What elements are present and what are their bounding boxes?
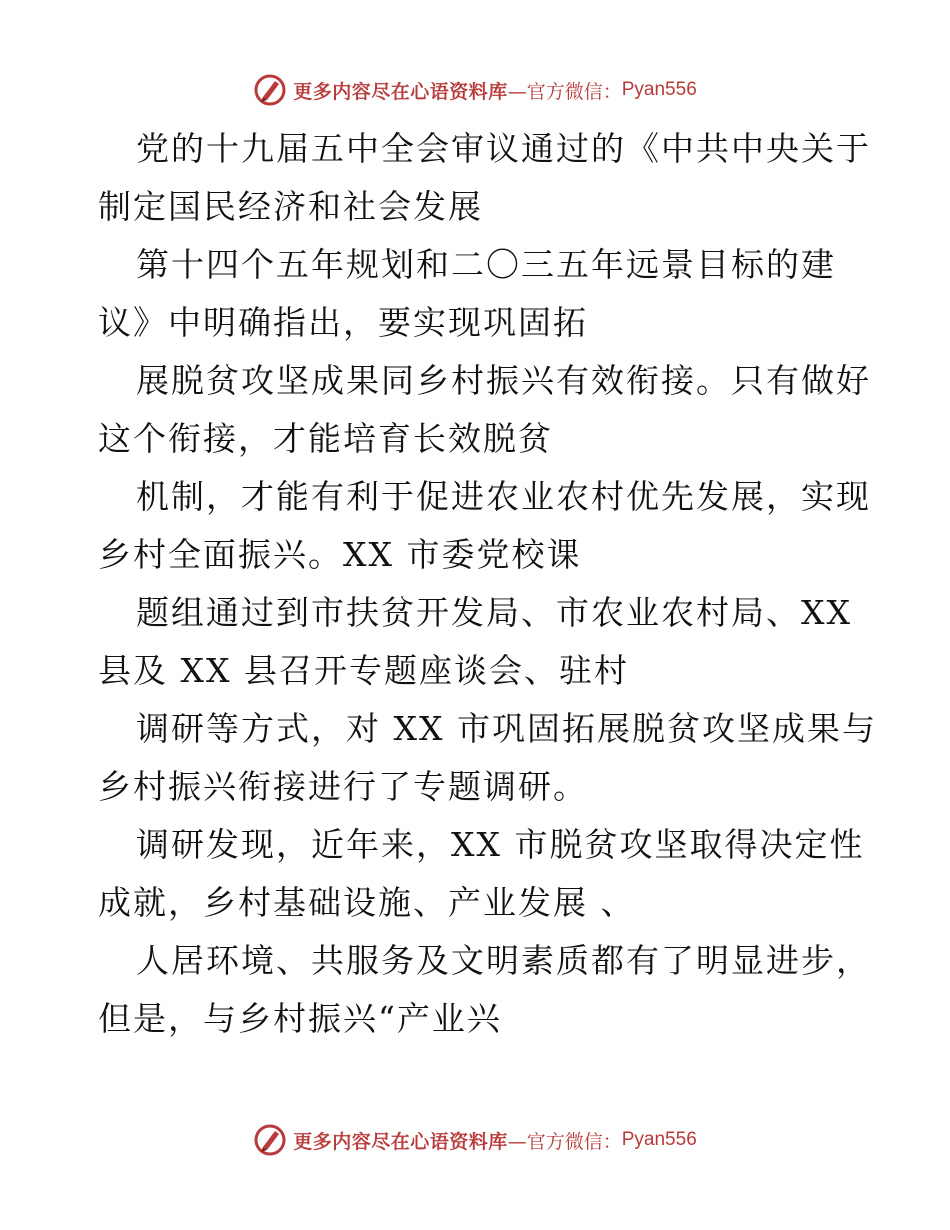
- pen-logo-icon: [253, 1123, 287, 1157]
- paragraph-line: 展脱贫攻坚成果同乡村振兴有效衔接。只有做好: [136, 361, 871, 400]
- paragraph-line: 调研发现，近年来，XX 市脱贫攻坚取得决定性: [136, 825, 865, 864]
- paragraph-3: [98, 352, 871, 468]
- footer-wechat-id: Pyan556: [621, 1129, 697, 1150]
- footer-banner: [0, 1120, 950, 1160]
- paragraph-line: 调研等方式，对 XX 市巩固拓展脱贫攻坚成果与: [136, 709, 877, 748]
- paragraph-line: 但是，与乡村振兴“产业兴: [98, 999, 502, 1038]
- paragraph-line: 制定国民经济和社会发展: [98, 187, 483, 226]
- paragraph-line: 机制，才能有利于促进农业农村优先发展，实现: [136, 477, 871, 516]
- header-banner-text: 更多内容尽在心语资料库: [293, 80, 508, 103]
- footer-banner-text: 更多内容尽在心语资料库: [293, 1130, 508, 1153]
- pen-logo-icon: [253, 73, 287, 107]
- paragraph-1: [98, 120, 871, 236]
- paragraph-line: 成就，乡村基础设施、产业发展 、: [98, 883, 636, 922]
- document-body: [98, 120, 877, 1048]
- paragraph-8: [98, 932, 871, 1048]
- header-banner-separator: —官方微信：: [507, 80, 622, 103]
- paragraph-line: 乡村振兴衔接进行了专题调研。: [98, 767, 588, 806]
- paragraph-line: 这个衔接，才能培育长效脱贫: [98, 419, 553, 458]
- header-banner: [0, 70, 950, 110]
- paragraph-line: 县及 XX 县召开专题座谈会、驻村: [98, 651, 629, 690]
- paragraph-2: [98, 236, 858, 352]
- paragraph-line: 人居环境、共服务及文明素质都有了明显进步，: [136, 941, 871, 980]
- paragraph-6: [98, 700, 877, 816]
- paragraph-7: [98, 816, 865, 932]
- paragraph-line: 第十四个五年规划和二〇三五年远景目标的建: [136, 245, 836, 284]
- paragraph-4: [98, 468, 871, 584]
- paragraph-5: [98, 584, 858, 700]
- paragraph-line: 党的十九届五中全会审议通过的《中共中央关于: [136, 129, 871, 168]
- paragraph-line: 乡村全面振兴。XX 市委党校课: [98, 535, 582, 574]
- paragraph-line: 题组通过到市扶贫开发局、市农业农村局、XX: [136, 593, 852, 632]
- header-wechat-id: Pyan556: [621, 79, 697, 100]
- paragraph-line: 议》中明确指出，要实现巩固拓: [98, 303, 588, 342]
- footer-banner-separator: —官方微信：: [507, 1130, 622, 1153]
